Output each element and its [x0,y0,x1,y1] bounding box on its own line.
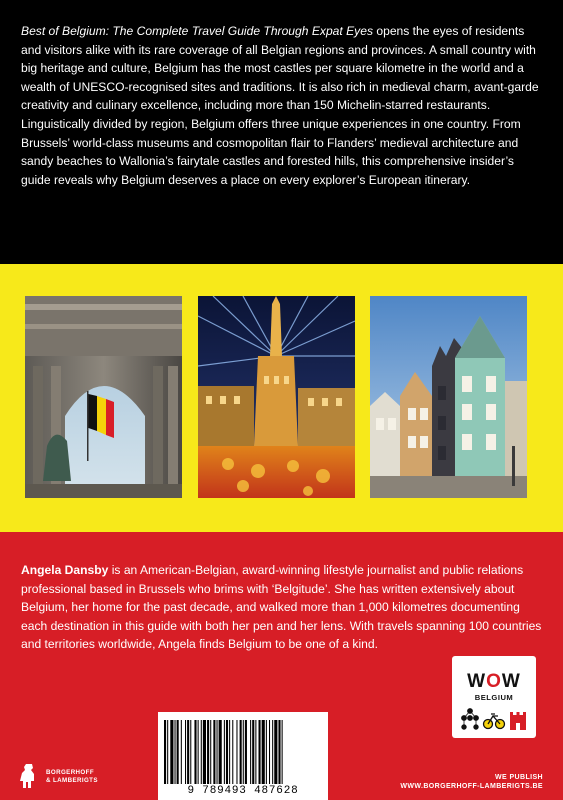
photo-guild-houses [370,296,527,498]
wow-wordmark: WOW [467,671,521,692]
barcode-bars [164,720,322,784]
blurb-paragraph [21,22,546,189]
bio-text: is an American-Belgian, award-winning lifestyle journalist and public relations professional based in Brussels who brims with ‘Belgitude’. She has written extensively about Belgium, her home for the past decade, and walked more than 1,000 kilometres documenting each destination in this guide with both her pen and her lens. With travels spanning 100 countries and territories worldwide, Angela finds Belgium to be one of a kind. [21,563,542,652]
wow-icons [458,705,530,731]
blurb-text: opens the eyes of residents and visitors alike with its rare coverage of all Belgian regions and provinces. A small country with big heritage and culture, Belgium has the most castles per square kilometre in the world and a wealth of UNESCO-recognised sites and traditions. It is also rich in medieval charm, avant-garde creativity and culinary excellence, including more than 150 Michelin-starred restaurants. Linguistically divided by region, Belgium offers three unique experiences in one country. From Brussels’ world-class museums and cosmopolitan flair to Flanders’ medieval architecture and sandy beaches to Wallonia’s fairytale castles and forested hills, this comprehensive insider’s guide reveals why Belgium deserves a place on every explorer’s European itinerary. [21,24,539,187]
photo-grand-place [198,296,355,498]
publisher-tagline: WE PUBLISH [495,774,543,781]
isbn-number: 9 789493 487628 [187,785,299,797]
wow-belgium-badge [452,656,536,738]
author-name: Angela Dansby [21,563,109,577]
castle-icon [510,712,526,730]
photo-triumphal-arch [25,296,182,498]
publisher-url: WWW.BORGERHOFF-LAMBERIGTS.BE [400,783,543,790]
publisher-website [400,773,543,791]
atomium-icon [462,709,479,730]
publisher-name: BORGERHOFF & LAMBERIGTS [46,769,98,784]
bicycle-icon [484,714,505,729]
isbn-barcode [158,712,328,800]
book-title: Best of Belgium: The Complete Travel Guide Through Expat Eyes [21,24,374,38]
author-bio [21,561,546,654]
wow-subtitle: BELGIUM [474,693,514,702]
publisher-logo-icon [19,764,39,788]
